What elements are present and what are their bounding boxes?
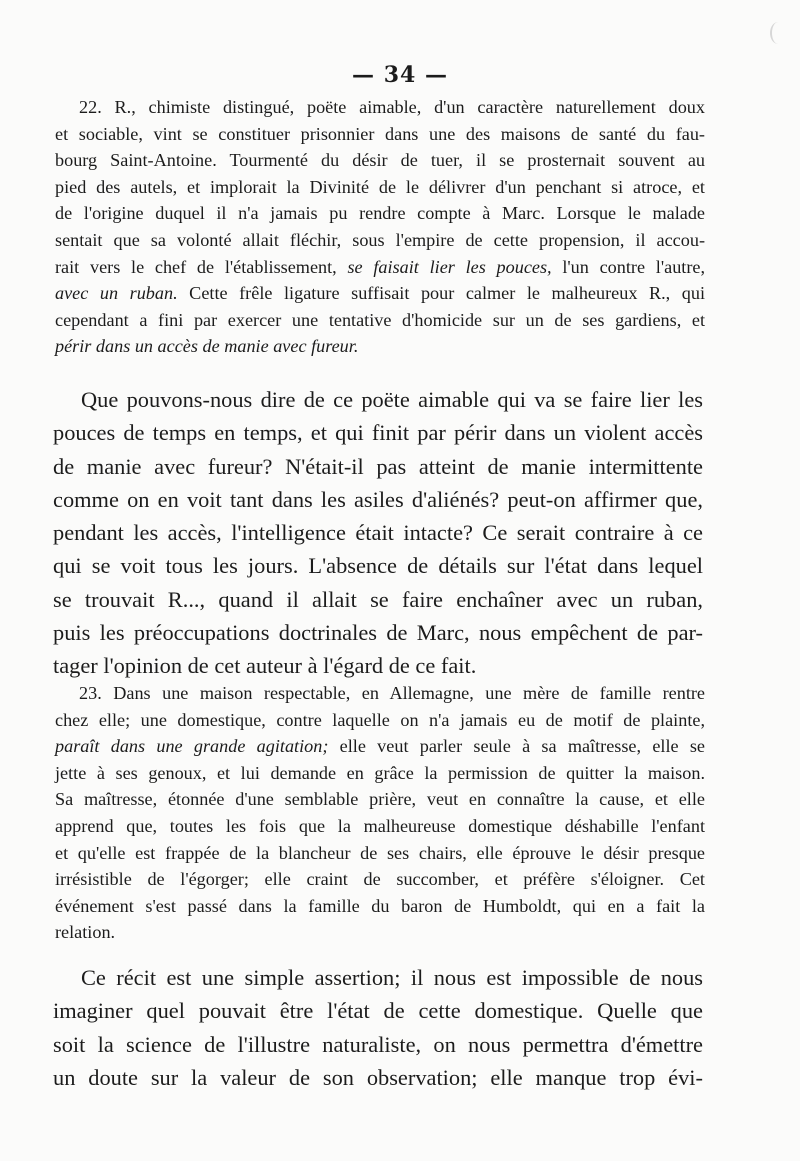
text-run: l'un contre l'autre,	[551, 256, 706, 277]
paragraph-23	[55, 680, 705, 946]
text-line: 23. Dans une maison respectable, en Allemagne, une mère de famille rentre	[79, 683, 705, 703]
text-line: relation.	[55, 922, 116, 943]
text-line: imaginer quel pouvait être l'état de cette domestique. Quelle que	[53, 998, 703, 1024]
text-line	[55, 333, 705, 360]
text-line	[55, 733, 705, 760]
text-line: 22. R., chimiste distingué, poëte aimable, d'un caractère naturellement doux	[79, 97, 705, 117]
page-number: — 34 —	[352, 62, 448, 88]
text-line: apprend que, toutes les fois que la malheureuse domestique déshabille l'enfant	[55, 815, 705, 836]
paragraph-22	[55, 94, 705, 360]
italic-run: périr dans un accès de manie avec fureur.	[55, 336, 359, 357]
text-line: Ce récit est une simple assertion; il nous est impossible de nous	[81, 965, 703, 990]
text-line: se trouvait R..., quand il allait se faire enchaîner avec un ruban,	[53, 586, 703, 612]
text-run: Cette frêle ligature suffisait pour calmer le malheureux R., qui	[177, 283, 705, 304]
text-line: et qu'elle est frappée de la blancheur de ses chairs, elle éprouve le désir presque	[55, 842, 705, 863]
text-line: pouces de temps en temps, et qui finit par périr dans un violent accès	[53, 420, 703, 446]
text-line: un doute sur la valeur de son observation; elle manque trop évi-	[53, 1064, 703, 1090]
text-line: Que pouvons-nous dire de ce poëte aimable qui va se faire lier les	[81, 387, 703, 412]
text-line: pied des autels, et implorait la Divinité de le délivrer d'un penchant si atroce, et	[55, 176, 705, 197]
text-line: sentait que sa volonté allait fléchir, sous l'empire de cette propension, il accou-	[55, 229, 705, 250]
text-line: cependant a fini par exercer une tentative d'homicide sur un de ses gardiens, et	[55, 309, 705, 330]
text-line: tager l'opinion de cet auteur à l'égard de ce fait.	[53, 653, 477, 679]
text-line: de l'origine duquel il n'a jamais pu rendre compte à Marc. Lorsque le malade	[55, 203, 705, 224]
italic-run: paraît dans une grande agitation;	[55, 736, 329, 757]
italic-run: avec un ruban.	[55, 283, 178, 304]
text-line: de manie avec fureur? N'était-il pas atteint de manie intermittente	[53, 453, 703, 479]
italic-run: se faisait lier les pouces,	[347, 256, 552, 277]
text-line: événement s'est passé dans la famille du baron de Humboldt, qui en a fait la	[55, 895, 705, 916]
text-line: et sociable, vint se constituer prisonnier dans une des maisons de santé du fau-	[55, 123, 705, 144]
text-run: elle veut parler seule à sa maîtresse, elle se	[328, 736, 705, 757]
text-line: bourg Saint-Antoine. Tourmenté du désir de tuer, il se prosternait souvent au	[55, 150, 705, 171]
text-line: soit la science de l'illustre naturaliste, on nous permettra d'émettre	[53, 1031, 703, 1057]
text-line: puis les préoccupations doctrinales de Marc, nous empêchent de par-	[53, 620, 703, 646]
text-line: irrésistible de l'égorger; elle craint de succomber, et préfère s'éloigner. Cet	[55, 869, 705, 890]
text-line: Sa maîtresse, étonnée d'une semblable prière, veut en connaître la cause, et elle	[55, 789, 705, 810]
text-line	[55, 280, 705, 307]
commentary-22	[53, 383, 703, 683]
text-run: rait vers le chef de l'établissement,	[55, 256, 337, 277]
text-line: comme on en voit tant dans les asiles d'aliénés? peut-on affirmer que,	[53, 486, 703, 512]
text-line: chez elle; une domestique, contre laquelle on n'a jamais eu de motif de plainte,	[55, 709, 705, 730]
text-line: jette à ses genoux, et lui demande en grâce la permission de quitter la maison.	[55, 762, 705, 783]
text-line: pendant les accès, l'intelligence était intacte? Ce serait contraire à ce	[53, 520, 703, 546]
text-line: qui se voit tous les jours. L'absence de détails sur l'état dans lequel	[53, 553, 703, 579]
page-edge-mark	[770, 22, 786, 44]
text-line	[55, 254, 705, 281]
commentary-23	[53, 961, 703, 1094]
